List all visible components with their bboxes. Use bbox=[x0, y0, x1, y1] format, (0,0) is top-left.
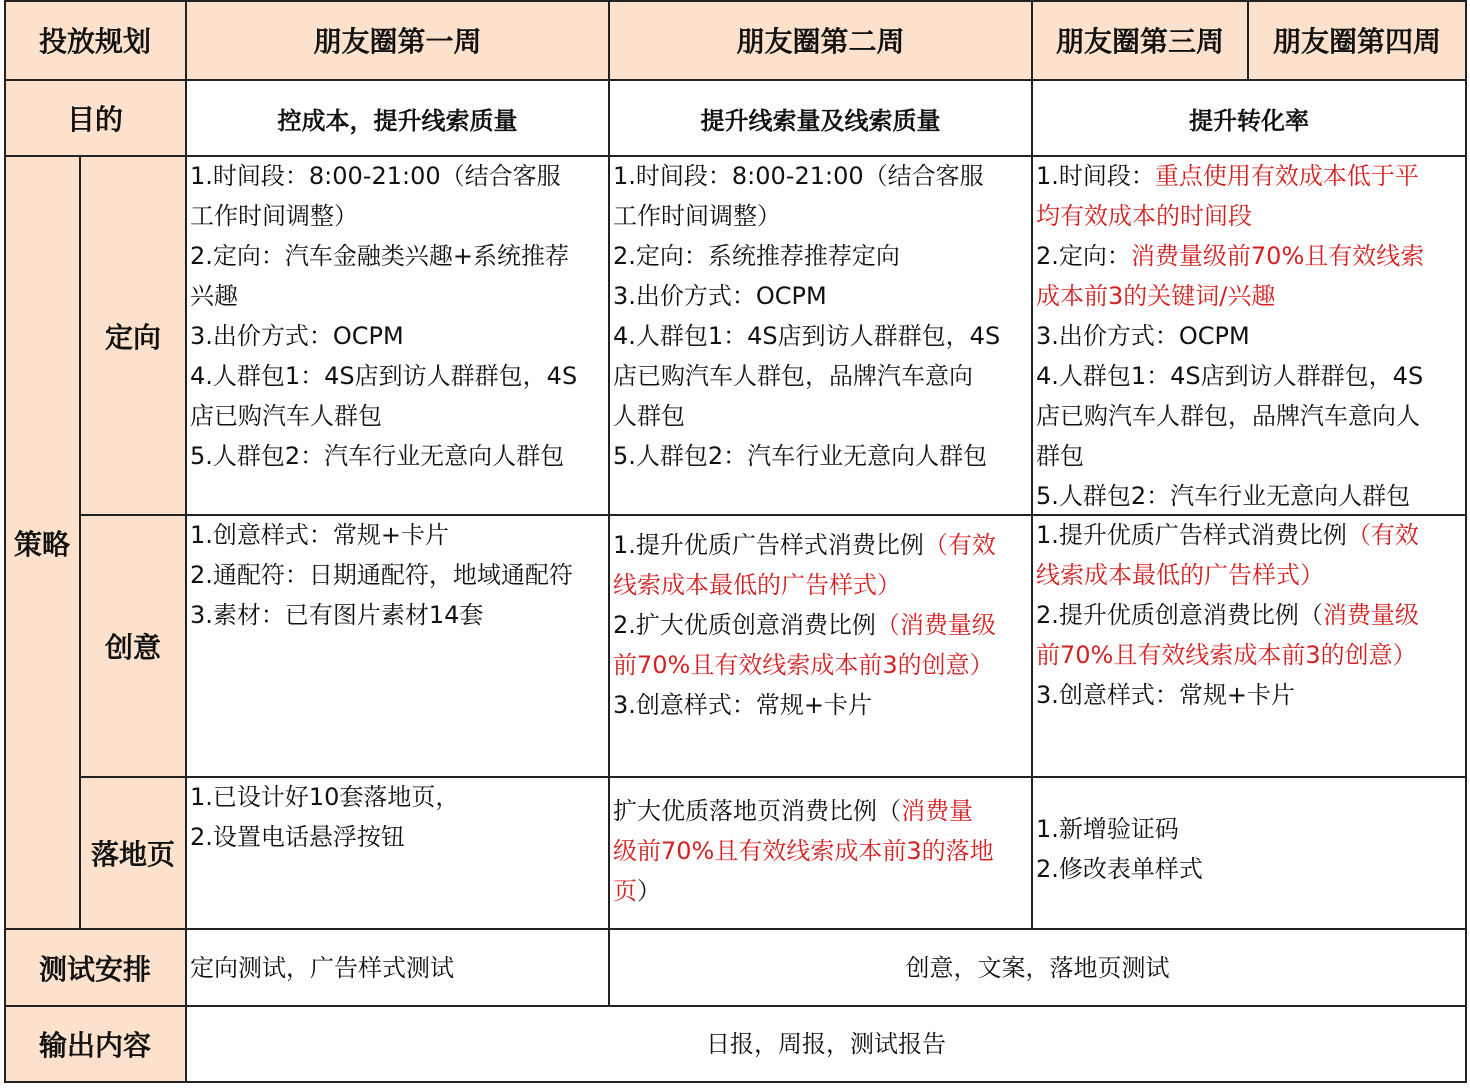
cell-line bbox=[190, 595, 605, 635]
cell-text: 2.扩大优质创意消费比例 bbox=[613, 611, 876, 639]
output-all-weeks: 日报，周报，测试报告 bbox=[706, 1030, 946, 1058]
test-week2-4: 创意，文案，落地页测试 bbox=[905, 953, 1170, 982]
cell-text: 1.时间段：8:00-21:00（结合客服 bbox=[190, 162, 561, 190]
highlight-text: 消费量级前70%且有效线索 bbox=[1130, 242, 1425, 270]
cell-line bbox=[613, 156, 1028, 196]
cell-line bbox=[190, 276, 605, 316]
cell-text: 店已购汽车人群包，品牌汽车意向 bbox=[613, 362, 973, 390]
landing-week1 bbox=[186, 777, 609, 929]
cell-line bbox=[1036, 196, 1462, 236]
cell-line bbox=[1036, 276, 1462, 316]
cell-text: 1.时间段： bbox=[1036, 162, 1155, 190]
cell-line bbox=[190, 356, 605, 396]
cell-text: 2.定向：汽车金融类兴趣+系统推荐 bbox=[190, 242, 570, 270]
cell-line bbox=[613, 605, 1028, 645]
cell-text: 人群包 bbox=[613, 402, 685, 430]
cell-text: 1.创意样式：常规+卡片 bbox=[190, 521, 450, 549]
highlight-text: 前70%且有效线索成本前3的创意） bbox=[1036, 641, 1417, 669]
cell-text: 1.已设计好10套落地页， bbox=[190, 783, 460, 811]
cell-line bbox=[613, 436, 1028, 476]
cell-line bbox=[1036, 595, 1462, 635]
cell-line bbox=[1036, 476, 1462, 515]
cell-text: 5.人群包2：汽车行业无意向人群包 bbox=[190, 442, 565, 470]
row-label-targeting: 定向 bbox=[80, 156, 186, 515]
cell-text: 1.提升优质广告样式消费比例 bbox=[613, 531, 924, 559]
cell-line bbox=[613, 791, 1028, 831]
cell-text: 工作时间调整） bbox=[613, 202, 781, 230]
cell-line bbox=[1036, 316, 1462, 356]
cell-line bbox=[190, 236, 605, 276]
cell-text: 3.出价方式：OCPM bbox=[1036, 322, 1250, 350]
cell-text: 5.人群包2：汽车行业无意向人群包 bbox=[613, 442, 988, 470]
cell-text: 2.定向：系统推荐推荐定向 bbox=[613, 242, 900, 270]
highlight-text: 成本前3的关键词/兴趣 bbox=[1036, 282, 1276, 310]
cell-text: 工作时间调整） bbox=[190, 202, 358, 230]
purpose-week2: 提升线索量及线索质量 bbox=[700, 106, 941, 135]
highlight-text: 级前70%且有效线索成本前3的落地 bbox=[613, 837, 994, 865]
highlight-text: （有效 bbox=[1346, 521, 1419, 549]
cell-line bbox=[1036, 809, 1462, 849]
cell-text: ） bbox=[637, 877, 661, 905]
purpose-week3-4: 提升转化率 bbox=[1189, 106, 1309, 135]
cell-line bbox=[613, 871, 1028, 911]
row-label-purpose: 目的 bbox=[4, 80, 186, 156]
test-week1: 定向测试，广告样式测试 bbox=[190, 953, 454, 982]
cell-line bbox=[1036, 675, 1462, 715]
cell-text: 兴趣 bbox=[190, 282, 238, 310]
cell-line bbox=[1036, 515, 1462, 555]
cell-text: 2.修改表单样式 bbox=[1036, 855, 1203, 883]
purpose-week1: 控成本，提升线索质量 bbox=[277, 106, 518, 135]
landing-week3-4 bbox=[1032, 777, 1466, 929]
cell-text: 2.提升优质创意消费比例（ bbox=[1036, 601, 1323, 629]
cell-text: 3.素材：已有图片素材14套 bbox=[190, 601, 484, 629]
cell-line bbox=[1036, 236, 1462, 276]
cell-line bbox=[190, 156, 605, 196]
row-label-creative: 创意 bbox=[80, 515, 186, 777]
cell-line bbox=[613, 565, 1028, 605]
creative-week2 bbox=[609, 515, 1032, 777]
cell-text: 3.出价方式：OCPM bbox=[613, 282, 827, 310]
cell-line bbox=[190, 316, 605, 356]
cell-text: 2.通配符：日期通配符，地域通配符 bbox=[190, 561, 573, 589]
creative-week1 bbox=[186, 515, 609, 777]
cell-line bbox=[613, 276, 1028, 316]
cell-line bbox=[190, 436, 605, 476]
header-week1: 朋友圈第一周 bbox=[186, 0, 609, 80]
cell-line bbox=[190, 396, 605, 436]
cell-line bbox=[613, 525, 1028, 565]
cell-line bbox=[613, 645, 1028, 685]
cell-line bbox=[190, 555, 605, 595]
header-corner: 投放规划 bbox=[4, 0, 186, 80]
cell-text: 1.新增验证码 bbox=[1036, 815, 1179, 843]
cell-line bbox=[613, 396, 1028, 436]
cell-line bbox=[190, 196, 605, 236]
highlight-text: 线索成本最低的广告样式） bbox=[1036, 561, 1324, 589]
highlight-text: 均有效成本的时间段 bbox=[1036, 202, 1252, 230]
highlight-text: 页 bbox=[613, 877, 637, 905]
cell-text: 3.创意样式：常规+卡片 bbox=[1036, 681, 1296, 709]
cell-line bbox=[613, 831, 1028, 871]
cell-text: 店已购汽车人群包，品牌汽车意向人 bbox=[1036, 402, 1420, 430]
cell-text: 4.人群包1：4S店到访人群群包，4S bbox=[1036, 362, 1424, 390]
cell-line bbox=[613, 196, 1028, 236]
cell-line bbox=[190, 515, 605, 555]
cell-text: 2.设置电话悬浮按钮 bbox=[190, 823, 405, 851]
cell-line bbox=[1036, 396, 1462, 436]
targeting-week3-4 bbox=[1032, 156, 1466, 515]
cell-text: 店已购汽车人群包 bbox=[190, 402, 382, 430]
cell-line bbox=[190, 777, 605, 817]
targeting-week2 bbox=[609, 156, 1032, 515]
cell-line bbox=[1036, 635, 1462, 675]
highlight-text: 线索成本最低的广告样式） bbox=[613, 571, 901, 599]
targeting-week1 bbox=[186, 156, 609, 515]
header-week4: 朋友圈第四周 bbox=[1248, 0, 1466, 80]
cell-text: 群包 bbox=[1036, 442, 1084, 470]
highlight-text: （有效 bbox=[923, 531, 996, 559]
cell-line bbox=[613, 685, 1028, 725]
cell-line bbox=[613, 316, 1028, 356]
cell-text: 1.提升优质广告样式消费比例 bbox=[1036, 521, 1347, 549]
cell-line bbox=[190, 817, 605, 857]
cell-line bbox=[1036, 849, 1462, 889]
row-label-landing: 落地页 bbox=[80, 777, 186, 929]
cell-text: 3.出价方式：OCPM bbox=[190, 322, 404, 350]
highlight-text: 前70%且有效线索成本前3的创意） bbox=[613, 651, 994, 679]
cell-text: 扩大优质落地页消费比例（ bbox=[613, 797, 901, 825]
creative-week3-4 bbox=[1032, 515, 1466, 777]
row-label-strategy: 策略 bbox=[4, 156, 80, 929]
highlight-text: 消费量级 bbox=[1322, 601, 1419, 629]
cell-text: 4.人群包1：4S店到访人群群包，4S bbox=[190, 362, 578, 390]
cell-line bbox=[1036, 555, 1462, 595]
highlight-text: 消费量 bbox=[901, 797, 973, 825]
header-week3: 朋友圈第三周 bbox=[1032, 0, 1248, 80]
cell-text: 4.人群包1：4S店到访人群群包，4S bbox=[613, 322, 1001, 350]
row-label-test: 测试安排 bbox=[4, 929, 186, 1006]
cell-line bbox=[1036, 436, 1462, 476]
landing-week2 bbox=[609, 777, 1032, 929]
cell-line bbox=[613, 236, 1028, 276]
row-label-output: 输出内容 bbox=[4, 1006, 186, 1082]
cell-text: 3.创意样式：常规+卡片 bbox=[613, 691, 873, 719]
header-week2: 朋友圈第二周 bbox=[609, 0, 1032, 80]
cell-line bbox=[613, 356, 1028, 396]
cell-text: 5.人群包2：汽车行业无意向人群包 bbox=[1036, 482, 1411, 510]
highlight-text: 重点使用有效成本低于平 bbox=[1154, 162, 1419, 190]
highlight-text: （消费量级 bbox=[875, 611, 996, 639]
cell-line bbox=[1036, 156, 1462, 196]
cell-line bbox=[1036, 356, 1462, 396]
cell-text: 1.时间段：8:00-21:00（结合客服 bbox=[613, 162, 984, 190]
cell-text: 2.定向： bbox=[1036, 242, 1131, 270]
